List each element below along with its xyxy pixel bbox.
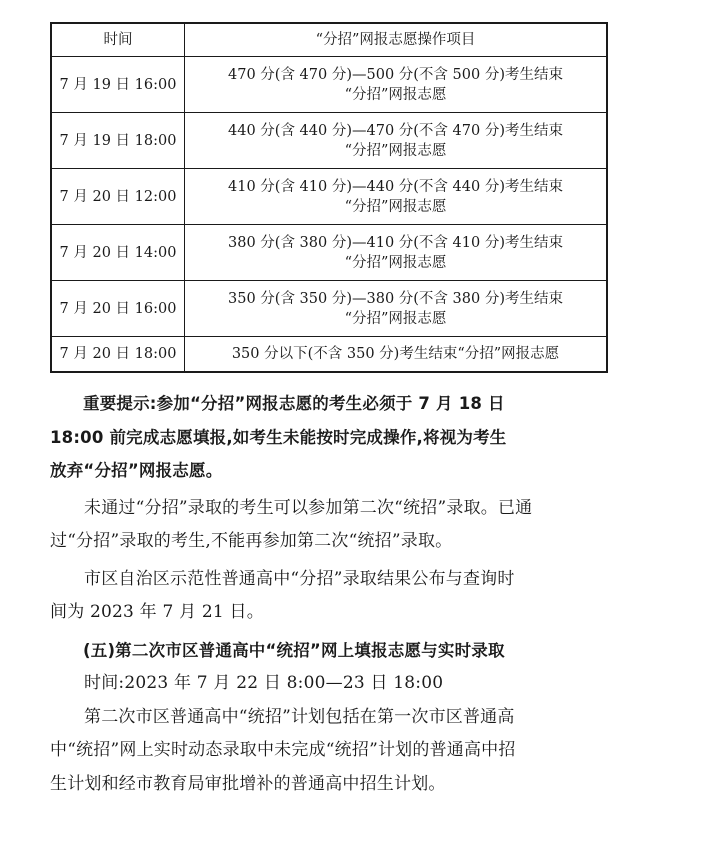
paragraph-line: 过“分招”录取的考生,不能再参加第二次“统招”录取。 (50, 531, 453, 551)
row-item-line: 410 分(含 410 分)—440 分(不含 440 分)考生结束 (228, 178, 563, 195)
header-item: “分招”网报志愿操作项目 (185, 23, 608, 57)
row-item-line: “分招”网报志愿 (344, 198, 447, 215)
row-time: 7 月 20 日 12:00 (51, 169, 185, 225)
row-item (185, 113, 608, 169)
header-time: 时间 (51, 23, 185, 57)
row-item (185, 225, 608, 281)
table-header-row (51, 23, 607, 57)
paragraph-line: 未通过“分招”录取的考生可以参加第二次“统招”录取。已通 (84, 497, 533, 518)
row-time: 7 月 20 日 14:00 (51, 225, 185, 281)
row-item-line: 440 分(含 440 分)—470 分(不含 470 分)考生结束 (228, 122, 563, 139)
row-item-line: 350 分以下(不含 350 分)考生结束“分招”网报志愿 (231, 346, 560, 362)
notice-line: 重要提示:参加“分招”网报志愿的考生必须于 7 月 18 日 (83, 394, 505, 413)
important-notice (50, 387, 610, 488)
section-heading-text: (五)第二次市区普通高中“统招”网上填报志愿与实时录取 (83, 640, 505, 660)
table-row (51, 225, 607, 281)
paragraph-line: 第二次市区普通高中“统招”计划包括在第一次市区普通高 (84, 706, 515, 727)
row-item-line: “分招”网报志愿 (344, 142, 447, 159)
table-row (51, 281, 607, 337)
row-item (185, 337, 608, 373)
paragraph-line: 市区自治区示范性普通高中“分招”录取结果公布与查询时 (84, 568, 515, 589)
paragraph-line: 生计划和经市教育局审批增补的普通高中招生计划。 (50, 773, 446, 794)
document-page (50, 22, 610, 801)
table-row (51, 113, 607, 169)
row-item (185, 57, 608, 113)
paragraph-second-admission (50, 492, 610, 559)
row-item-line: 350 分(含 350 分)—380 分(不含 380 分)考生结束 (228, 290, 563, 307)
paragraph-result-date (50, 563, 610, 630)
section-time-text: 时间:2023 年 7 月 22 日 8:00—23 日 18:00 (84, 673, 444, 693)
row-item-line: “分招”网报志愿 (344, 254, 447, 271)
table-row (51, 337, 607, 373)
row-time: 7 月 19 日 18:00 (51, 113, 185, 169)
row-item (185, 281, 608, 337)
section-heading (50, 634, 610, 668)
row-item-line: 380 分(含 380 分)—410 分(不含 410 分)考生结束 (228, 234, 563, 251)
row-time: 7 月 20 日 16:00 (51, 281, 185, 337)
row-item (185, 169, 608, 225)
paragraph-plan (50, 701, 610, 802)
row-time: 7 月 19 日 16:00 (51, 57, 185, 113)
notice-line: 18:00 前完成志愿填报,如考生未能按时完成操作,将视为考生 (50, 427, 507, 447)
row-time: 7 月 20 日 18:00 (51, 337, 185, 373)
body-text (50, 387, 610, 801)
row-item-line: “分招”网报志愿 (344, 86, 447, 103)
row-item-line: “分招”网报志愿 (344, 310, 447, 327)
row-item-line: 470 分(含 470 分)—500 分(不含 500 分)考生结束 (228, 66, 563, 83)
paragraph-line: 间为 2023 年 7 月 21 日。 (50, 602, 264, 622)
section-time (50, 667, 610, 701)
notice-line: 放弃“分招”网报志愿。 (50, 461, 223, 480)
table-row (51, 169, 607, 225)
paragraph-line: 中“统招”网上实时动态录取中未完成“统招”计划的普通高中招 (50, 740, 516, 760)
table-row (51, 57, 607, 113)
schedule-table (50, 22, 608, 373)
